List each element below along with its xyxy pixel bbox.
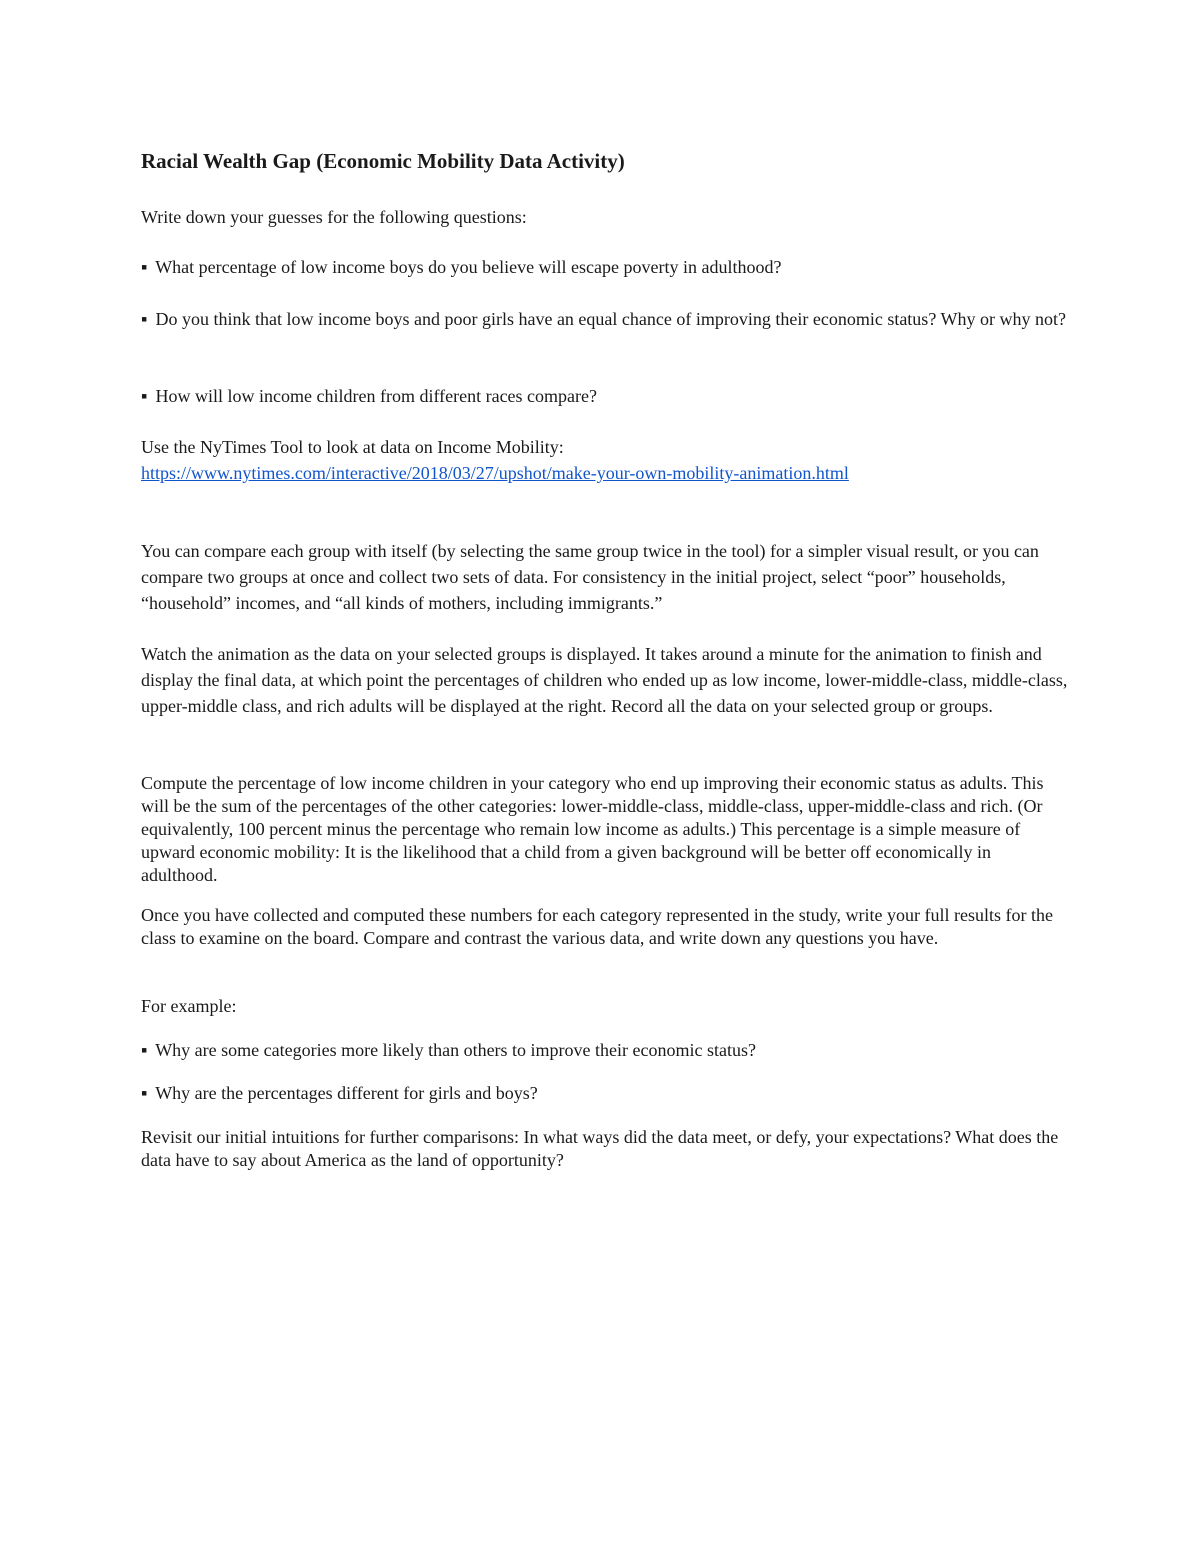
example-question-text: Why are some categories more likely than others to improve their economic status? [155,1040,756,1060]
guess-question-3 [141,385,1071,408]
bullet-icon: ▪ [141,1083,148,1103]
guess-question-text: Do you think that low income boys and poor girls have an equal chance of improving their economic status? Why or why not? [155,309,1066,329]
example-question-2 [141,1082,1071,1105]
revisit-paragraph: Revisit our initial intuitions for further comparisons: In what ways did the data meet, or defy, your expectations? What does the data have to say about America as the land of opportunity? [141,1127,1059,1170]
watch-paragraph: Watch the animation as the data on your selected groups is displayed. It takes around a minute for the animation to finish and display the final data, at which point the percentages of children who ended up as low income, lower-middle-class, middle-class, upper-middle class, and rich adults will be displayed at the right. Record all the data on your selected group or groups. [141,644,1068,716]
compare-paragraph: You can compare each group with itself (by selecting the same group twice in the tool) for a simpler visual result, or you can compare two groups at once and collect two sets of data. For consistency in the initial project, select “poor” households, “household” incomes, and “all kinds of mothers, including immigrants.” [141,541,1039,613]
bullet-icon: ▪ [141,257,148,277]
nytimes-tool-link[interactable]: https://www.nytimes.com/interactive/2018/03/27/upshot/make-your-own-mobility-animation.html [141,463,849,483]
tool-intro-text: Use the NyTimes Tool to look at data on Income Mobility: [141,437,564,457]
bullet-icon: ▪ [141,386,148,406]
tool-intro-block [141,434,1071,486]
guess-question-1 [141,256,1071,279]
document-page [141,0,1071,1553]
intro-text: Write down your guesses for the following questions: [141,207,527,227]
example-question-text: Why are the percentages different for girls and boys? [155,1083,538,1103]
guess-question-text: What percentage of low income boys do you believe will escape poverty in adulthood? [155,257,782,277]
collect-paragraph: Once you have collected and computed these numbers for each category represented in the study, write your full results for the class to examine on the board. Compare and contrast the various data, and write down any questions you have. [141,905,1054,948]
example-question-1 [141,1039,1071,1062]
bullet-icon: ▪ [141,309,148,329]
example-label: For example: [141,996,237,1016]
bullet-icon: ▪ [141,1040,148,1060]
compute-paragraph: Compute the percentage of low income children in your category who end up improving their economic status as adults. This will be the sum of the percentages of the other categories: lower-middle-class, middle-class, upper-middle-class and rich. (Or equivalently, 100 percent minus the percentage who remain low income as adults.) This percentage is a simple measure of upward economic mobility: It is the likelihood that a child from a given background will be better off economically in adulthood. [141,773,1044,885]
guess-question-text: How will low income children from different races compare? [155,386,598,406]
document-title: Racial Wealth Gap (Economic Mobility Data Activity) [141,149,625,173]
guess-question-2 [141,308,1071,331]
